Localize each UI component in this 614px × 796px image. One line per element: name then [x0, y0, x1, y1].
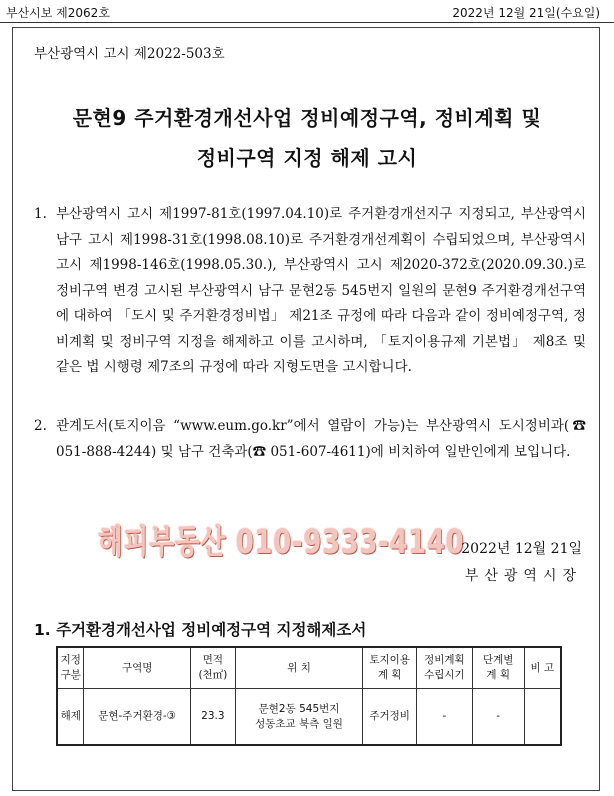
designation-table — [56, 646, 562, 746]
header-cell: 정비계획 수립시기 — [417, 647, 473, 689]
table-cell: - — [417, 689, 473, 746]
paragraph-1-number: 1. — [34, 206, 47, 222]
header-cell: 면적 (천㎡) — [190, 647, 235, 689]
title-line-1: 문현9 주거환경개선사업 정비예정구역, 정비계획 및 — [72, 106, 542, 130]
table-cell: 문현2동 545번지 성동초교 북측 일원 — [235, 689, 362, 746]
table-cell — [524, 689, 561, 746]
gazette-date: 2022년 12월 21일(수요일) — [452, 6, 600, 20]
paragraph-1-text: 부산광역시 고시 제1997-81호(1997.04.10)로 주거환경개선지구 지정되고, 부산광역시 남구 고시 제1998-31호(1998.08.10)로 주거환경개선계획이 수립되었으며, 부산광역시 고시 제1998-146호(1998.05.30.), 부산광역시 고시 제2020-372호(2020.09.30.)로 정비구역 변경 고시된 부산광역시 남구 문현2동 545번지 일원의 문현9 주거환경개선구역에 대하여 「도시 및 주거환경정비법」 제21조 규정에 따라 다음과 같이 정비예정구역, 정비계획 및 정비구역 지정을 해제하고 이를 고시하며, 「토지이용규제 기본법」 제8조 및 같은 법 시행령 제7조의 규정에 따라 지형도면을 고시합니다. — [56, 206, 586, 375]
table-row — [57, 689, 561, 746]
header-cell: 구역명 — [84, 647, 191, 689]
paragraph-2-text: 관계도서(토지이음 “www.eum.go.kr”에서 열람이 가능)는 부산광역시 도시정비과(☎ 051-888-4244) 및 남구 건축과(☎ 051-607-4611)에 비치하여 일반인에게 보입니다. — [56, 418, 586, 460]
gazette-number: 부산시보 제2062호 — [6, 6, 110, 20]
header-cell: 단계별 계 획 — [472, 647, 524, 689]
notice-number: 부산광역시 고시 제2022-503호 — [34, 46, 225, 62]
signature-date: 2022년 12월 21일 — [461, 541, 582, 557]
header-cell: 토지이용 계 획 — [363, 647, 417, 689]
header-cell: 비 고 — [524, 647, 561, 689]
table-header-row — [57, 647, 561, 689]
header-cell: 지정 구분 — [57, 647, 84, 689]
table-cell: 23.3 — [190, 689, 235, 746]
table-cell: 주거정비 — [363, 689, 417, 746]
paragraph-2 — [34, 414, 586, 465]
paragraph-1 — [34, 202, 586, 381]
page-header — [0, 0, 614, 22]
section-title: 1. 주거환경개선사업 정비예정구역 지정해제조서 — [34, 621, 367, 639]
table-cell: - — [472, 689, 524, 746]
table-cell: 해제 — [57, 689, 84, 746]
watermark-stamp: 해피부동산 010-9333-4140 — [98, 522, 465, 561]
signature-authority: 부산광역시장 — [464, 568, 582, 584]
header-cell: 위 치 — [235, 647, 362, 689]
paragraph-2-number: 2. — [34, 418, 47, 434]
table-cell: 문현-주거환경-③ — [84, 689, 191, 746]
title-line-2: 정비구역 지정 해제 고시 — [196, 146, 418, 170]
header-rule — [0, 22, 614, 23]
